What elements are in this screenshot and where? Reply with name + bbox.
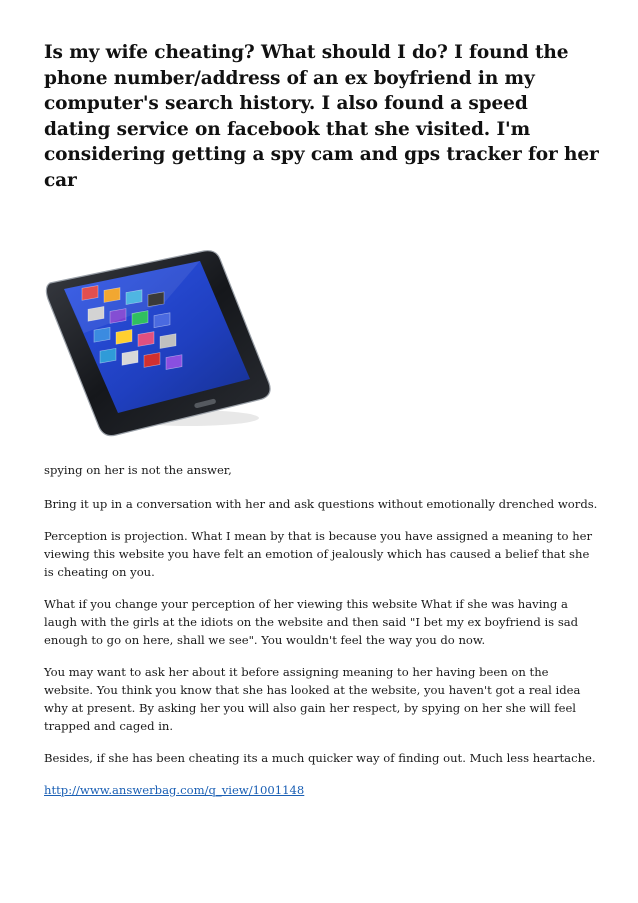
paragraph: You may want to ask her about it before assigning meaning to her having been on the website. You think you know that she has looked at the website, you haven't got a real idea why at present. By asking her you will also gain her respect, by spying on her she will feel trapped and caged in. <box>44 665 581 733</box>
paragraph: Perception is projection. What I mean by that is because you have assigned a meaning to her viewing this website you have felt an emotion of jealously which has caused a belief that she is cheating on you. <box>44 529 593 579</box>
paragraph: Bring it up in a conversation with her and ask questions without emotionally drenched words. <box>44 497 598 511</box>
article-body <box>44 461 600 799</box>
paragraph: Besides, if she has been cheating its a much quicker way of finding out. Much less heartache. <box>44 751 596 765</box>
page-title: Is my wife cheating? What should I do? I found the phone number/address of an ex boyfriend in my computer's search history. I also found a speed dating service on facebook that she visited. I'm considering getting a spy cam and gps tracker for her car <box>44 42 599 191</box>
paragraph: spying on her is not the answer, <box>44 463 232 477</box>
source-link[interactable]: http://www.answerbag.com/q_view/1001148 <box>44 783 305 797</box>
paragraph: What if you change your perception of her viewing this website What if she was having a laugh with the girls at the idiots on the website and then said "I bet my ex boyfriend is sad enough to go on here, shall we see". You wouldn't feel the way you do now. <box>44 597 579 647</box>
smartphone-image <box>44 243 274 443</box>
smartphone-app-grid-icon <box>44 243 274 443</box>
document-page <box>44 40 600 813</box>
source-paragraph <box>44 781 600 799</box>
